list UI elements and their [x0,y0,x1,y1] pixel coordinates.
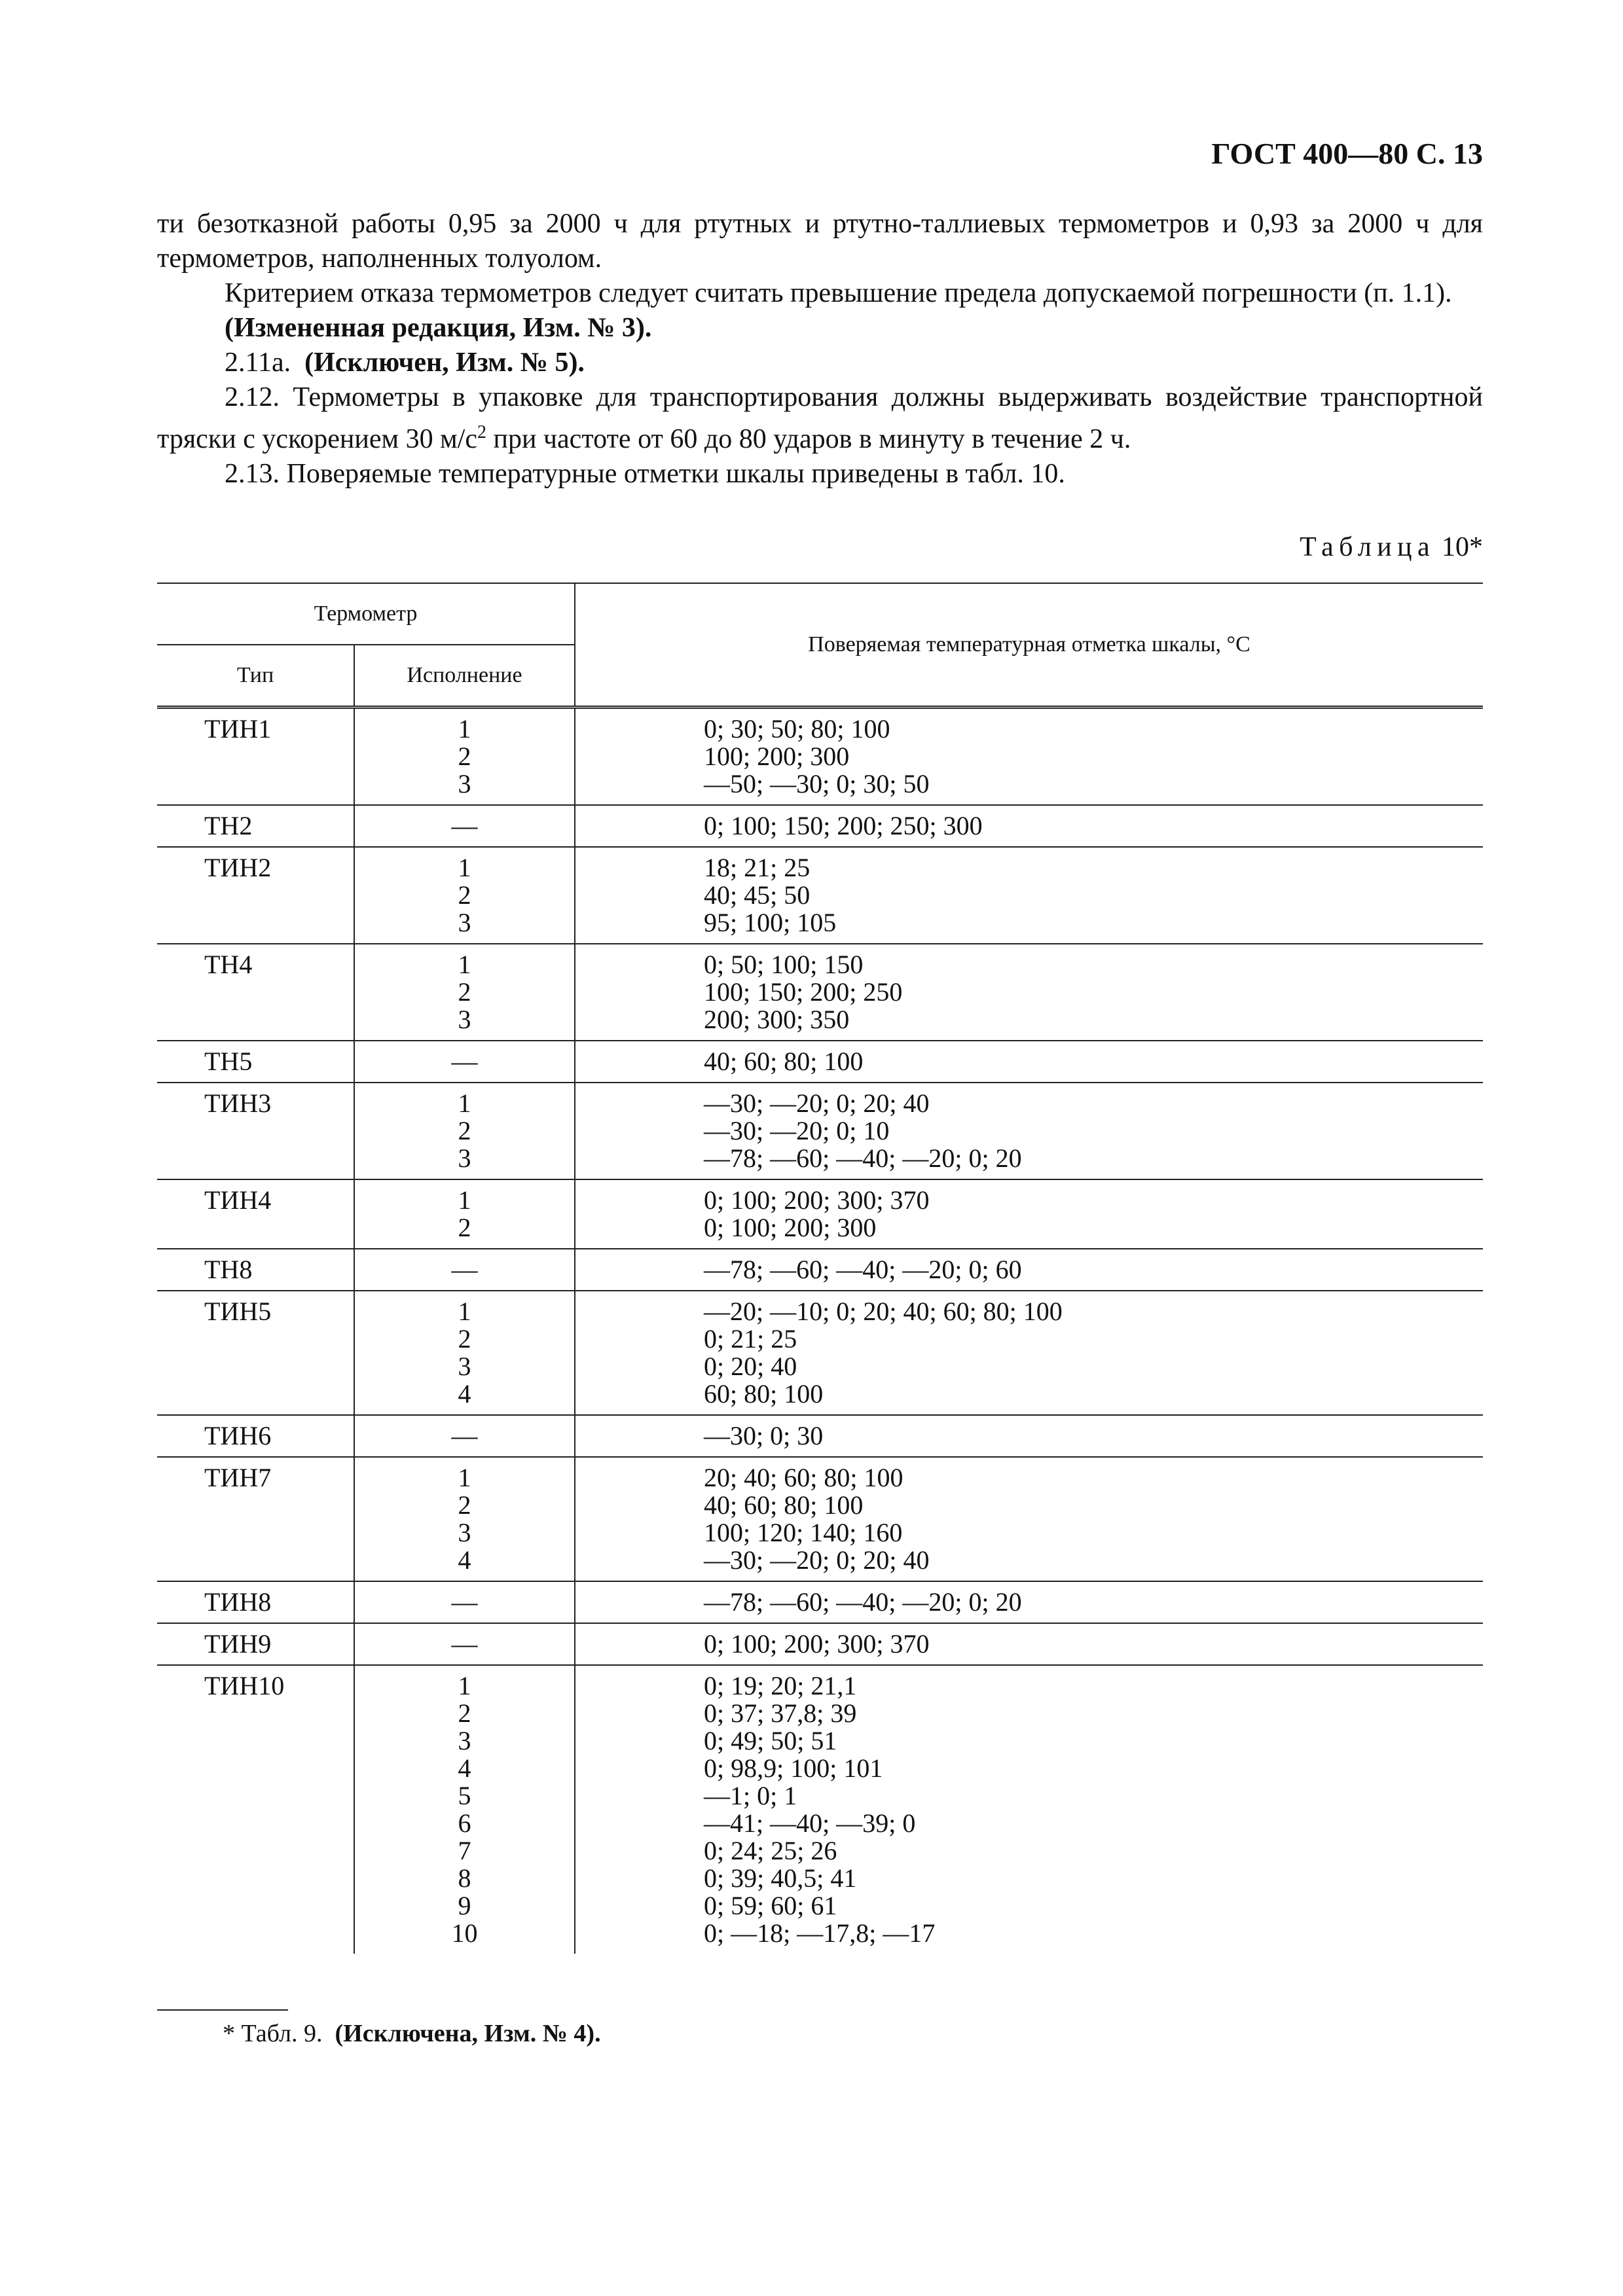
cell-marks [575,1623,1483,1665]
cell-marks [575,1249,1483,1291]
marks-value: 0; 100; 150; 200; 250; 300 [704,811,983,840]
table-caption-number: 10* [1442,532,1483,562]
paragraph-2-12-text-end: при частоте от 60 до 80 ударов в минуту в течение 2 ч. [486,424,1131,454]
marks-value: —20; —10; 0; 20; 40; 60; 80; 100 [704,1297,1063,1326]
version-value: 1 [458,853,471,882]
marks-value: —50; —30; 0; 30; 50 [704,769,930,798]
marks-value: —30; —20; 0; 20; 40 [704,1088,930,1118]
version-value: — [451,1421,478,1450]
version-value: — [451,1047,478,1076]
version-value: — [451,811,478,840]
marks-value: —78; —60; —40; —20; 0; 60 [704,1255,1022,1284]
cell-marks [575,1291,1483,1415]
marks-value: 18; 21; 25 [704,853,811,882]
cell-version [354,1041,575,1083]
marks-value: 95; 100; 105 [704,908,837,937]
cell-marks [575,1415,1483,1457]
cell-type: ТИН5 [157,1291,354,1415]
version-value: 4 [458,1379,471,1408]
document-page [157,0,1483,2296]
cell-type: ТИН8 [157,1581,354,1623]
version-value: 3 [458,1352,471,1381]
table-body [157,708,1483,1954]
version-value: 2 [458,880,471,910]
cell-marks [575,1179,1483,1249]
marks-value: 40; 60; 80; 100 [704,1490,864,1520]
marks-value: 0; 39; 40,5; 41 [704,1863,857,1893]
marks-value: 0; 100; 200; 300; 370 [704,1629,930,1659]
paragraph-failure-criterion: Критерием отказа термометров следует считать превышение предела допускаемой погрешности (п. 1.1). [225,278,1452,308]
marks-value: 0; 20; 40 [704,1352,797,1381]
paragraph-reliability: ти безотказной работы 0,95 за 2000 ч для ртутных и ртутно-таллиевых термометров и 0,93 за 2000 ч для термометров, наполненных толуолом. [157,209,1483,274]
version-value: 2 [458,1324,471,1354]
cell-type: ТИН7 [157,1457,354,1581]
marks-value: 60; 80; 100 [704,1379,824,1408]
marks-value: —78; —60; —40; —20; 0; 20 [704,1587,1022,1617]
cell-type: ТИН1 [157,708,354,806]
header-version: Исполнение [354,645,575,708]
footnote-rule [157,2009,288,2011]
cell-type: ТИН4 [157,1179,354,1249]
cell-marks [575,1581,1483,1623]
marks-value: 40; 60; 80; 100 [704,1047,864,1076]
cell-type: ТИН6 [157,1415,354,1457]
cell-type: ТН4 [157,944,354,1041]
version-value: 6 [458,1808,471,1838]
version-value: 2 [458,1490,471,1520]
footnote [223,2019,601,2048]
marks-value: —78; —60; —40; —20; 0; 20 [704,1143,1022,1173]
body-text [157,207,1483,492]
header-marks: Поверяемая температурная отметка шкалы, °С [575,583,1483,708]
cell-version [354,805,575,847]
version-value: 2 [458,1213,471,1242]
header-thermometer: Термометр [157,583,575,645]
marks-value: —30; —20; 0; 20; 40 [704,1545,930,1575]
cell-version [354,944,575,1041]
cell-version [354,1581,575,1623]
version-value: — [451,1587,478,1617]
cell-version [354,1623,575,1665]
version-value: 9 [458,1891,471,1920]
table-row [157,944,1483,1041]
cell-type: ТН5 [157,1041,354,1083]
marks-value: 0; 37; 37,8; 39 [704,1698,857,1728]
version-value: 1 [458,1088,471,1118]
version-value: — [451,1255,478,1284]
table-caption-word: Таблица [1300,532,1435,562]
footnote-prefix: * Табл. 9. [223,2020,323,2047]
paragraph-2-12 [157,380,1483,457]
cell-marks [575,1665,1483,1954]
marks-value: —30; —20; 0; 10 [704,1116,890,1145]
cell-version [354,1457,575,1581]
version-value: — [451,1629,478,1659]
marks-value: —30; 0; 30 [704,1421,824,1450]
version-value: 3 [458,908,471,937]
cell-version [354,1415,575,1457]
version-value: 4 [458,1753,471,1783]
version-value: 1 [458,950,471,979]
clause-excluded-note: (Исключен, Изм. № 5). [304,348,585,378]
cell-version [354,1179,575,1249]
marks-value: 0; 24; 25; 26 [704,1836,837,1865]
thermometer-table [157,583,1483,1954]
cell-marks [575,944,1483,1041]
cell-marks [575,805,1483,847]
version-value: 5 [458,1781,471,1810]
version-value: 2 [458,1116,471,1145]
table-row [157,1457,1483,1581]
cell-version [354,708,575,806]
marks-value: 0; 49; 50; 51 [704,1726,837,1755]
table-row [157,1291,1483,1415]
marks-value: 0; 50; 100; 150 [704,950,864,979]
header-type: Тип [157,645,354,708]
paragraph-2-13: 2.13. Поверяемые температурные отметки шкалы приведены в табл. 10. [225,459,1065,489]
marks-value: 20; 40; 60; 80; 100 [704,1463,903,1492]
paragraph-amendment-3: (Измененная редакция, Изм. № 3). [225,313,652,343]
marks-value: —41; —40; —39; 0 [704,1808,916,1838]
version-value: 4 [458,1545,471,1575]
marks-value: —1; 0; 1 [704,1781,797,1810]
table-row [157,1179,1483,1249]
version-value: 3 [458,1726,471,1755]
version-value: 1 [458,1297,471,1326]
version-value: 8 [458,1863,471,1893]
cell-marks [575,1457,1483,1581]
cell-version [354,1291,575,1415]
table-row [157,1623,1483,1665]
version-value: 1 [458,1671,471,1700]
cell-type: ТИН2 [157,847,354,944]
cell-type: ТН8 [157,1249,354,1291]
superscript: 2 [477,422,486,442]
paragraph-2-11a [157,346,1483,380]
table-row [157,805,1483,847]
table-row [157,1665,1483,1954]
cell-version [354,847,575,944]
cell-type: ТИН3 [157,1083,354,1179]
cell-marks [575,708,1483,806]
marks-value: 100; 150; 200; 250 [704,977,903,1007]
table-caption [1300,531,1483,563]
cell-marks [575,1083,1483,1179]
table-row [157,708,1483,806]
version-value: 2 [458,1698,471,1728]
cell-type: ТИН9 [157,1623,354,1665]
cell-version [354,1665,575,1954]
cell-version [354,1249,575,1291]
marks-value: 0; 30; 50; 80; 100 [704,714,890,744]
marks-value: 100; 200; 300 [704,742,850,771]
version-value: 7 [458,1836,471,1865]
footnote-bold: (Исключена, Изм. № 4). [335,2020,601,2047]
table-row [157,1415,1483,1457]
marks-value: 100; 120; 140; 160 [704,1518,903,1547]
version-value: 1 [458,714,471,744]
version-value: 3 [458,1518,471,1547]
version-value: 3 [458,1005,471,1034]
cell-marks [575,1041,1483,1083]
version-value: 2 [458,977,471,1007]
paragraph-2-12-text: 2.12. Термометры в упаковке для транспортирования должны выдерживать воздействие транспортной тряски с ускорением 30 м/с [157,382,1483,454]
table-row [157,1083,1483,1179]
table-row [157,1581,1483,1623]
table-row [157,1249,1483,1291]
page-header: ГОСТ 400—80 С. 13 [1211,137,1483,170]
table-row [157,847,1483,944]
table-row [157,1041,1483,1083]
marks-value: 0; 59; 60; 61 [704,1891,837,1920]
cell-type: ТИН10 [157,1665,354,1954]
version-value: 1 [458,1463,471,1492]
version-value: 3 [458,769,471,798]
marks-value: 0; 98,9; 100; 101 [704,1753,883,1783]
marks-value: 0; 100; 200; 300 [704,1213,877,1242]
cell-type: ТН2 [157,805,354,847]
marks-value: 0; 21; 25 [704,1324,797,1354]
marks-value: 40; 45; 50 [704,880,811,910]
clause-number: 2.11а. [225,348,291,378]
cell-marks [575,847,1483,944]
version-value: 2 [458,742,471,771]
version-value: 10 [451,1918,478,1948]
cell-version [354,1083,575,1179]
marks-value: 200; 300; 350 [704,1005,850,1034]
marks-value: 0; 19; 20; 21,1 [704,1671,857,1700]
version-value: 1 [458,1185,471,1215]
marks-value: 0; —18; —17,8; —17 [704,1918,936,1948]
marks-value: 0; 100; 200; 300; 370 [704,1185,930,1215]
version-value: 3 [458,1143,471,1173]
